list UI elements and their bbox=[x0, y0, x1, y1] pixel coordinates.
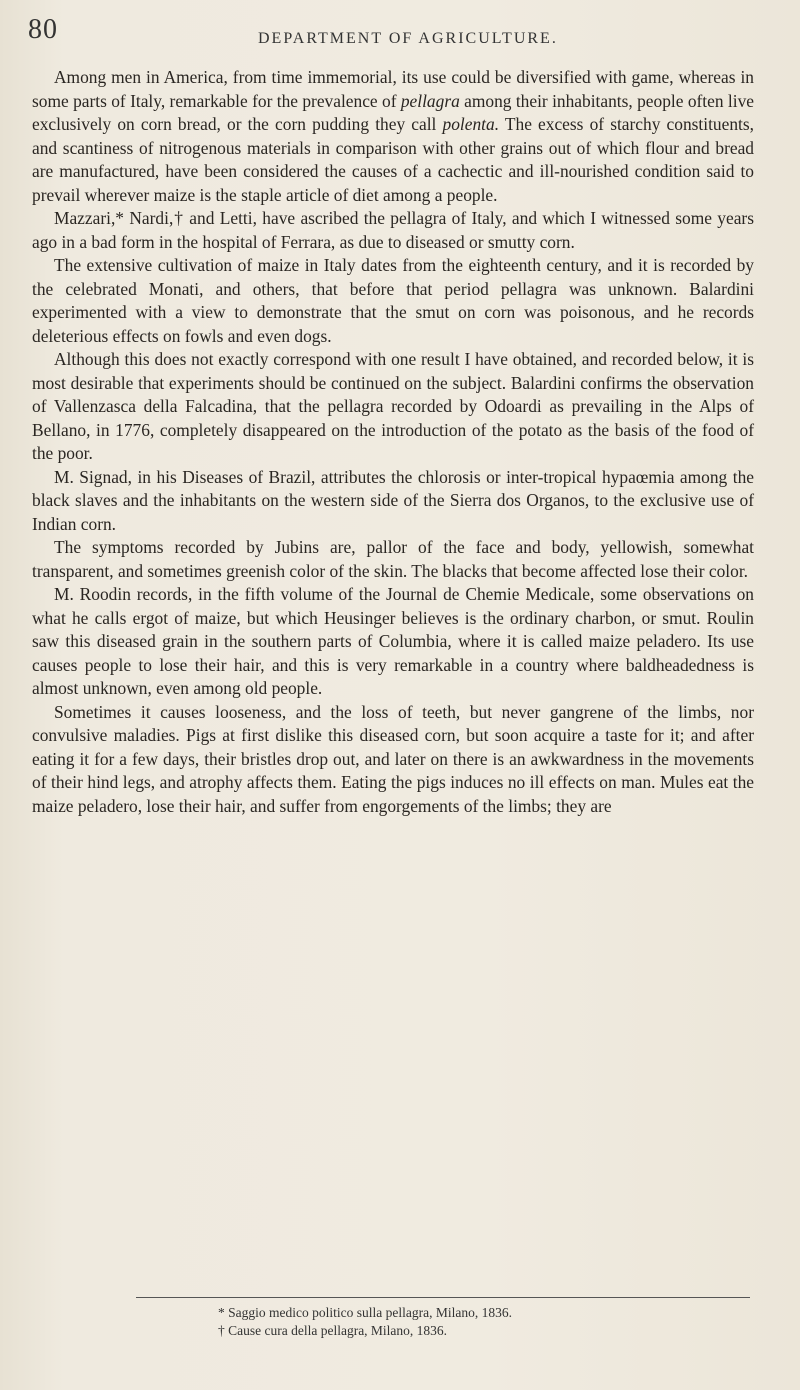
page-number: 80 bbox=[28, 14, 58, 45]
paragraph-6: The symptoms recorded by Jubins are, pallor of the face and body, yellowish, somewhat transparent, and sometimes greenish color of the skin. The blacks that become affected lose their color. bbox=[32, 537, 754, 581]
page-header bbox=[28, 14, 760, 54]
paragraph-7: M. Roodin records, in the fifth volume of the Journal de Chemie Medicale, some observations on what he calls ergot of maize, but which Heusinger believes is the ordinary charbon, or smut. Roulin saw this diseased grain in the southern parts of Columbia, where it is called maize peladero. Its use causes people to lose their hair, and this is very remarkable in a country where baldheadedness is almost unknown, even among old people. bbox=[32, 584, 754, 698]
body-text bbox=[32, 66, 754, 818]
paragraph-4: Although this does not exactly correspond with one result I have obtained, and recorded below, it is most desirable that experiments should be continued on the subject. Balardini confirms the observation of Vallenzasca della Falcadina, that the pellagra recorded by Odoardi as prevailing in the Alps of Bellano, in 1776, completely disappeared on the introduction of the potato as the basis of the food of the poor. bbox=[32, 349, 754, 463]
footnotes bbox=[218, 1304, 738, 1340]
paragraph-2: Mazzari,* Nardi,† and Letti, have ascribed the pellagra of Italy, and which I witnessed some years ago in a bad form in the hospital of Ferrara, as due to diseased or smutty corn. bbox=[32, 208, 754, 252]
paragraph-8: Sometimes it causes looseness, and the loss of teeth, but never gangrene of the limbs, nor convulsive maladies. Pigs at first dislike this diseased corn, but soon acquire a taste for it; and after eating it for a few days, their bristles drop out, and later on there is an awkwardness in the movements of their hind legs, and atrophy affects them. Eating the pigs induces no ill effects on man. Mules eat the maize peladero, lose their hair, and suffer from engorgements of the limbs; they are bbox=[32, 701, 754, 816]
footnote-2: † Cause cura della pellagra, Milano, 1836. bbox=[218, 1323, 448, 1338]
italic-term-polenta: polenta. bbox=[442, 114, 500, 134]
italic-term-pellagra: pellagra bbox=[400, 90, 460, 111]
footnote-divider bbox=[136, 1297, 750, 1298]
running-head: DEPARTMENT OF AGRICULTURE. bbox=[258, 30, 558, 47]
paragraph-3: The extensive cultivation of maize in Italy dates from the eighteenth century, and it is recorded by the celebrated Monati, and others, that before that period pellagra was unknown. Balardini experimented with a view to demonstrate that the smut on corn was poisonous, and he records deleterious effects on fowls and even dogs. bbox=[32, 255, 754, 346]
footnote-1: * Saggio medico politico sulla pellagra, Milano, 1836. bbox=[218, 1305, 512, 1320]
paragraph-1: Among men in America, from time immemorial, its use could be diversified with game, whereas in some parts of Italy, remarkable for the prevalence of pellagra among their inhabitants, people often live exclusively on corn bread, or the corn pudding they call polenta. The excess of starchy constituents, and scantiness of nitrogenous materials in comparison with other grains out of which flour and bread are manufactured, have been considered the causes of a cachectic and ill-nourished condition said to prevail wherever maize is the staple article of diet among a people. bbox=[32, 67, 754, 205]
paragraph-5: M. Signad, in his Diseases of Brazil, attributes the chlorosis or inter-tropical hypaœmia among the black slaves and the inhabitants on the western side of the Sierra dos Organos, to the exclusive use of Indian corn. bbox=[32, 466, 754, 534]
